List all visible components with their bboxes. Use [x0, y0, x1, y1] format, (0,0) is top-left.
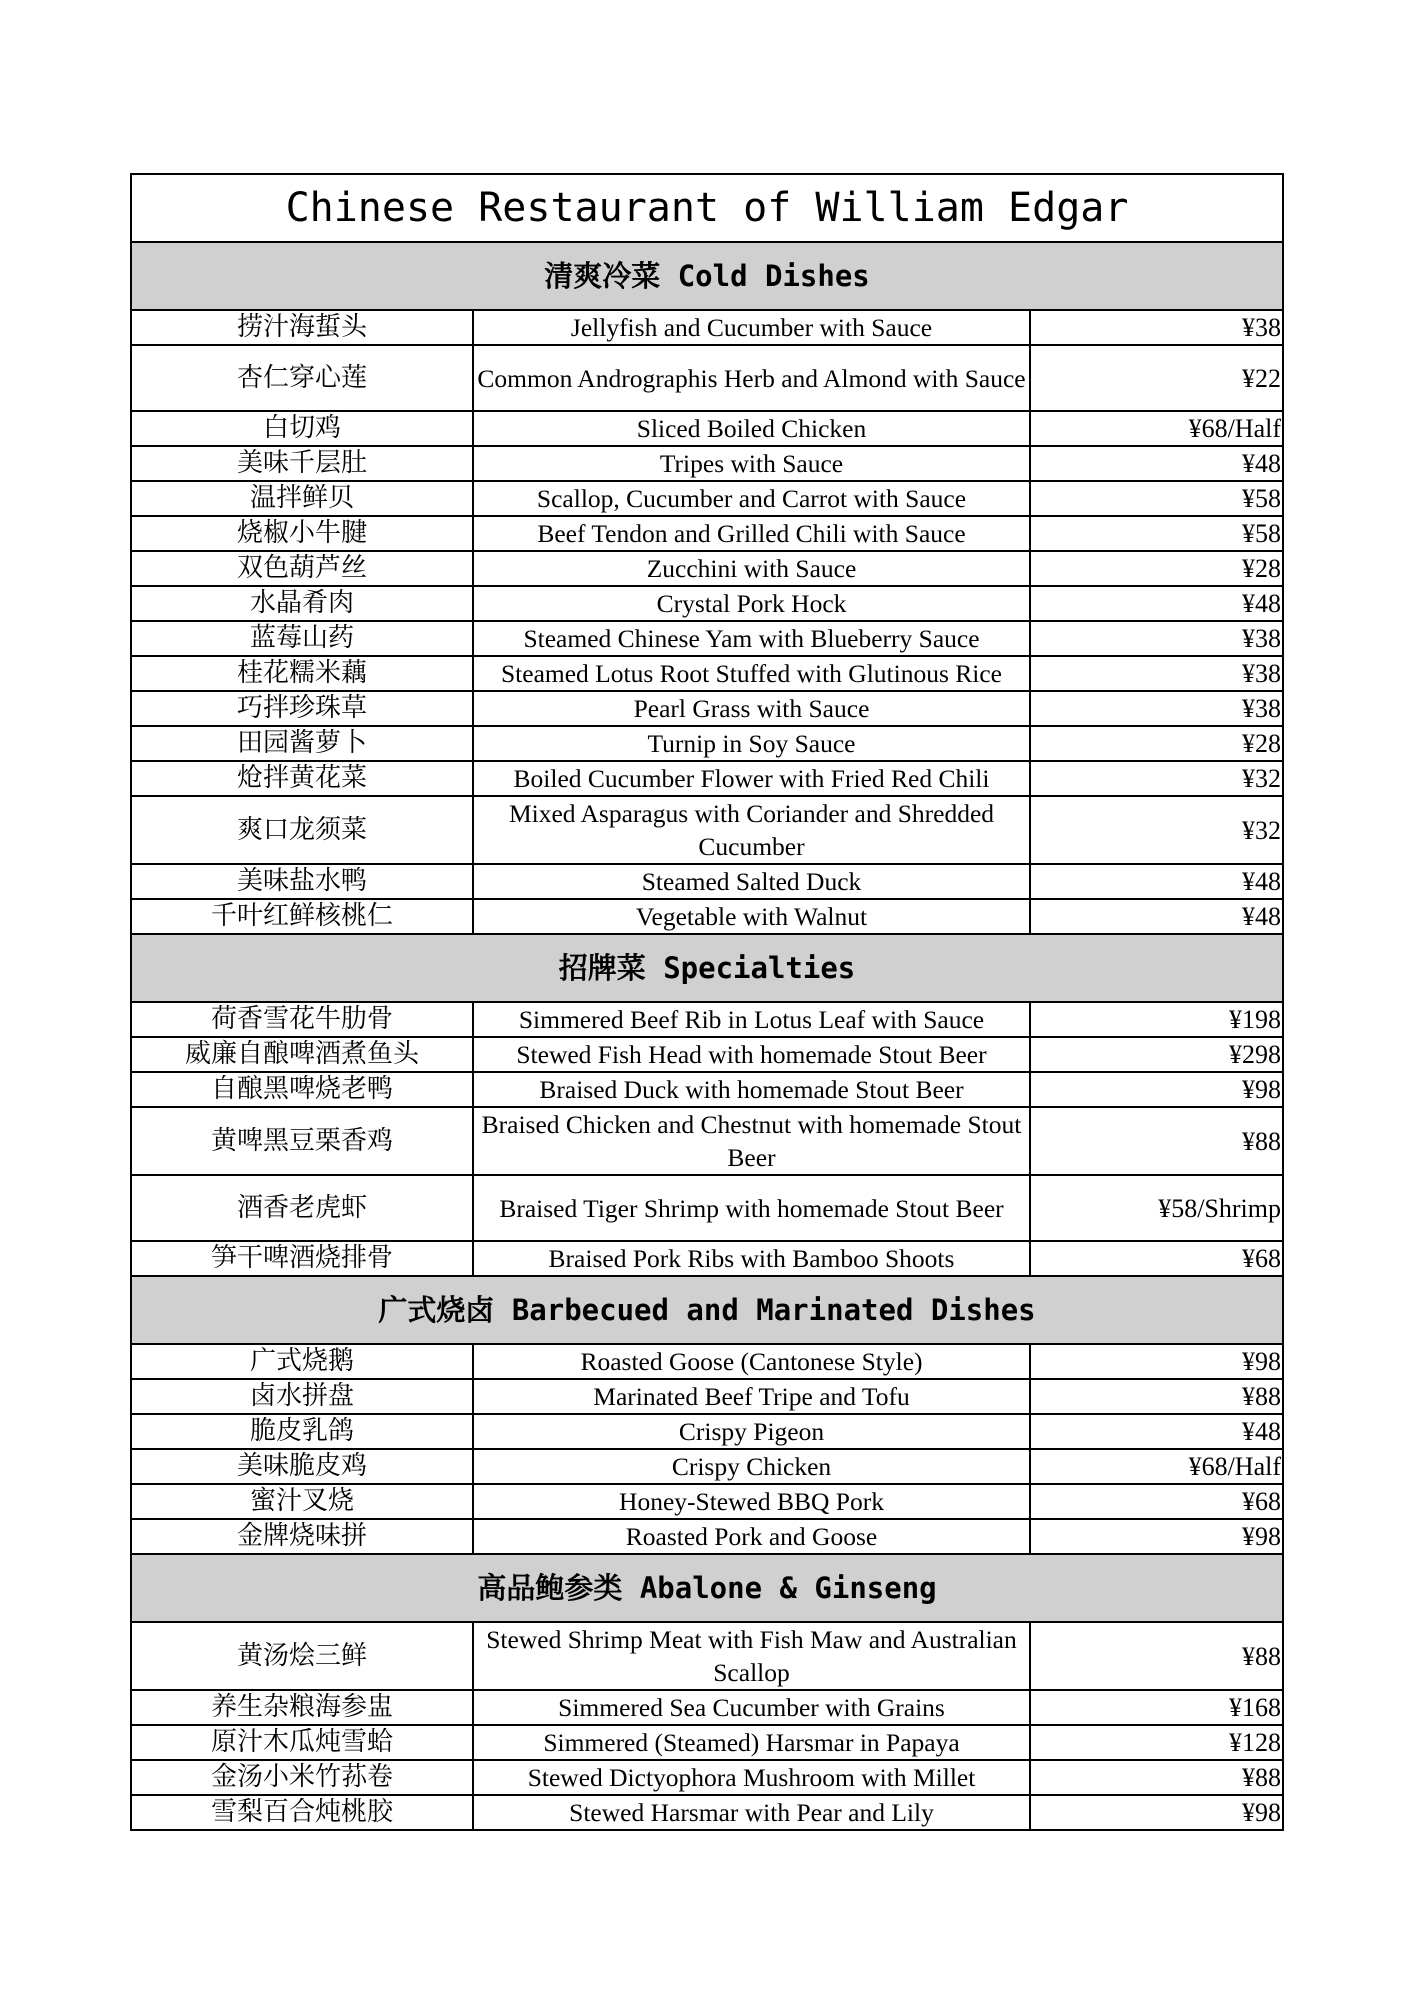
menu-item-row: [131, 691, 1283, 726]
menu-item-row: [131, 1107, 1283, 1175]
dish-english-name: Simmered Sea Cucumber with Grains: [473, 1690, 1030, 1725]
dish-chinese-name: 黄汤烩三鲜: [131, 1622, 473, 1690]
dish-price: ¥38: [1030, 691, 1283, 726]
dish-price: ¥22: [1030, 345, 1283, 411]
menu-item-row: [131, 1519, 1283, 1554]
section-heading: 清爽冷菜 Cold Dishes: [131, 242, 1283, 310]
dish-english-name: Common Andrographis Herb and Almond with Sauce: [473, 345, 1030, 411]
dish-chinese-name: 蓝莓山药: [131, 621, 473, 656]
dish-price: ¥58: [1030, 481, 1283, 516]
dish-chinese-name: 白切鸡: [131, 411, 473, 446]
dish-chinese-name: 炝拌黄花菜: [131, 761, 473, 796]
dish-price: ¥88: [1030, 1760, 1283, 1795]
dish-english-name: Roasted Pork and Goose: [473, 1519, 1030, 1554]
dish-chinese-name: 雪梨百合炖桃胶: [131, 1795, 473, 1830]
menu-item-row: [131, 551, 1283, 586]
menu-item-row: [131, 1037, 1283, 1072]
dish-chinese-name: 脆皮乳鸽: [131, 1414, 473, 1449]
dish-chinese-name: 广式烧鹅: [131, 1344, 473, 1379]
dish-chinese-name: 温拌鲜贝: [131, 481, 473, 516]
dish-price: ¥98: [1030, 1519, 1283, 1554]
title-row: [131, 174, 1283, 242]
dish-chinese-name: 养生杂粮海参盅: [131, 1690, 473, 1725]
dish-price: ¥98: [1030, 1072, 1283, 1107]
menu-item-row: [131, 1175, 1283, 1241]
dish-chinese-name: 水晶肴肉: [131, 586, 473, 621]
dish-price: ¥58: [1030, 516, 1283, 551]
menu-table: [130, 173, 1284, 1831]
dish-price: ¥32: [1030, 761, 1283, 796]
menu-item-row: [131, 656, 1283, 691]
restaurant-title: Chinese Restaurant of William Edgar: [131, 174, 1283, 242]
dish-chinese-name: 杏仁穿心莲: [131, 345, 473, 411]
dish-english-name: Braised Tiger Shrimp with homemade Stout Beer: [473, 1175, 1030, 1241]
dish-english-name: Tripes with Sauce: [473, 446, 1030, 481]
dish-english-name: Stewed Dictyophora Mushroom with Millet: [473, 1760, 1030, 1795]
dish-chinese-name: 金牌烧味拼: [131, 1519, 473, 1554]
dish-chinese-name: 笋干啤酒烧排骨: [131, 1241, 473, 1276]
section-heading: 高品鲍参类 Abalone & Ginseng: [131, 1554, 1283, 1622]
dish-chinese-name: 巧拌珍珠草: [131, 691, 473, 726]
dish-chinese-name: 千叶红鲜核桃仁: [131, 899, 473, 934]
dish-english-name: Zucchini with Sauce: [473, 551, 1030, 586]
section-heading: 招牌菜 Specialties: [131, 934, 1283, 1002]
dish-english-name: Crispy Pigeon: [473, 1414, 1030, 1449]
dish-english-name: Turnip in Soy Sauce: [473, 726, 1030, 761]
menu-item-row: [131, 726, 1283, 761]
menu-item-row: [131, 796, 1283, 864]
dish-price: ¥198: [1030, 1002, 1283, 1037]
menu-item-row: [131, 345, 1283, 411]
dish-price: ¥88: [1030, 1379, 1283, 1414]
section-header-row: [131, 1276, 1283, 1344]
dish-english-name: Roasted Goose (Cantonese Style): [473, 1344, 1030, 1379]
dish-chinese-name: 黄啤黑豆栗香鸡: [131, 1107, 473, 1175]
section-header-row: [131, 934, 1283, 1002]
dish-english-name: Steamed Salted Duck: [473, 864, 1030, 899]
menu-item-row: [131, 1379, 1283, 1414]
section-header-row: [131, 242, 1283, 310]
menu-item-row: [131, 586, 1283, 621]
dish-english-name: Braised Pork Ribs with Bamboo Shoots: [473, 1241, 1030, 1276]
dish-english-name: Sliced Boiled Chicken: [473, 411, 1030, 446]
menu-item-row: [131, 516, 1283, 551]
dish-english-name: Vegetable with Walnut: [473, 899, 1030, 934]
dish-english-name: Crystal Pork Hock: [473, 586, 1030, 621]
dish-english-name: Steamed Chinese Yam with Blueberry Sauce: [473, 621, 1030, 656]
dish-english-name: Honey-Stewed BBQ Pork: [473, 1484, 1030, 1519]
dish-english-name: Stewed Fish Head with homemade Stout Beer: [473, 1037, 1030, 1072]
dish-price: ¥88: [1030, 1622, 1283, 1690]
dish-chinese-name: 自酿黑啤烧老鸭: [131, 1072, 473, 1107]
dish-chinese-name: 捞汁海蜇头: [131, 310, 473, 345]
dish-chinese-name: 威廉自酿啤酒煮鱼头: [131, 1037, 473, 1072]
dish-price: ¥28: [1030, 551, 1283, 586]
dish-chinese-name: 烧椒小牛腱: [131, 516, 473, 551]
dish-price: ¥28: [1030, 726, 1283, 761]
dish-price: ¥38: [1030, 310, 1283, 345]
menu-item-row: [131, 481, 1283, 516]
dish-english-name: Boiled Cucumber Flower with Fried Red Chili: [473, 761, 1030, 796]
dish-chinese-name: 酒香老虎虾: [131, 1175, 473, 1241]
dish-price: ¥48: [1030, 446, 1283, 481]
menu-item-row: [131, 1622, 1283, 1690]
dish-price: ¥48: [1030, 899, 1283, 934]
dish-chinese-name: 金汤小米竹荪卷: [131, 1760, 473, 1795]
dish-price: ¥128: [1030, 1725, 1283, 1760]
menu-item-row: [131, 1690, 1283, 1725]
menu-item-row: [131, 864, 1283, 899]
dish-chinese-name: 美味千层肚: [131, 446, 473, 481]
dish-price: ¥68/Half: [1030, 411, 1283, 446]
menu-item-row: [131, 1449, 1283, 1484]
dish-english-name: Crispy Chicken: [473, 1449, 1030, 1484]
section-header-row: [131, 1554, 1283, 1622]
dish-english-name: Pearl Grass with Sauce: [473, 691, 1030, 726]
dish-price: ¥48: [1030, 1414, 1283, 1449]
section-heading: 广式烧卤 Barbecued and Marinated Dishes: [131, 1276, 1283, 1344]
dish-price: ¥298: [1030, 1037, 1283, 1072]
dish-english-name: Marinated Beef Tripe and Tofu: [473, 1379, 1030, 1414]
dish-chinese-name: 蜜汁叉烧: [131, 1484, 473, 1519]
menu-item-row: [131, 1484, 1283, 1519]
dish-price: ¥32: [1030, 796, 1283, 864]
dish-price: ¥68: [1030, 1241, 1283, 1276]
dish-price: ¥68: [1030, 1484, 1283, 1519]
menu-item-row: [131, 1795, 1283, 1830]
dish-chinese-name: 爽口龙须菜: [131, 796, 473, 864]
dish-english-name: Simmered Beef Rib in Lotus Leaf with Sauce: [473, 1002, 1030, 1037]
menu-item-row: [131, 1725, 1283, 1760]
dish-price: ¥98: [1030, 1795, 1283, 1830]
dish-english-name: Scallop, Cucumber and Carrot with Sauce: [473, 481, 1030, 516]
menu-item-row: [131, 899, 1283, 934]
menu-item-row: [131, 310, 1283, 345]
dish-chinese-name: 原汁木瓜炖雪蛤: [131, 1725, 473, 1760]
dish-english-name: Beef Tendon and Grilled Chili with Sauce: [473, 516, 1030, 551]
dish-english-name: Stewed Shrimp Meat with Fish Maw and Australian Scallop: [473, 1622, 1030, 1690]
menu-item-row: [131, 1344, 1283, 1379]
menu-item-row: [131, 411, 1283, 446]
dish-english-name: Steamed Lotus Root Stuffed with Glutinous Rice: [473, 656, 1030, 691]
dish-english-name: Mixed Asparagus with Coriander and Shredded Cucumber: [473, 796, 1030, 864]
dish-chinese-name: 美味盐水鸭: [131, 864, 473, 899]
dish-chinese-name: 田园酱萝卜: [131, 726, 473, 761]
dish-chinese-name: 荷香雪花牛肋骨: [131, 1002, 473, 1037]
dish-price: ¥38: [1030, 621, 1283, 656]
menu-item-row: [131, 446, 1283, 481]
dish-price: ¥68/Half: [1030, 1449, 1283, 1484]
dish-english-name: Braised Chicken and Chestnut with homemade Stout Beer: [473, 1107, 1030, 1175]
menu-table-body: [131, 174, 1283, 1830]
dish-price: ¥168: [1030, 1690, 1283, 1725]
menu-item-row: [131, 1414, 1283, 1449]
dish-chinese-name: 桂花糯米藕: [131, 656, 473, 691]
dish-chinese-name: 卤水拼盘: [131, 1379, 473, 1414]
dish-english-name: Simmered (Steamed) Harsmar in Papaya: [473, 1725, 1030, 1760]
menu-item-row: [131, 621, 1283, 656]
menu-item-row: [131, 1241, 1283, 1276]
dish-price: ¥48: [1030, 586, 1283, 621]
dish-price: ¥48: [1030, 864, 1283, 899]
menu-item-row: [131, 761, 1283, 796]
dish-english-name: Stewed Harsmar with Pear and Lily: [473, 1795, 1030, 1830]
dish-price: ¥98: [1030, 1344, 1283, 1379]
dish-english-name: Braised Duck with homemade Stout Beer: [473, 1072, 1030, 1107]
dish-chinese-name: 双色葫芦丝: [131, 551, 473, 586]
dish-price: ¥58/Shrimp: [1030, 1175, 1283, 1241]
dish-price: ¥38: [1030, 656, 1283, 691]
dish-english-name: Jellyfish and Cucumber with Sauce: [473, 310, 1030, 345]
menu-item-row: [131, 1002, 1283, 1037]
dish-price: ¥88: [1030, 1107, 1283, 1175]
dish-chinese-name: 美味脆皮鸡: [131, 1449, 473, 1484]
menu-item-row: [131, 1760, 1283, 1795]
menu-item-row: [131, 1072, 1283, 1107]
